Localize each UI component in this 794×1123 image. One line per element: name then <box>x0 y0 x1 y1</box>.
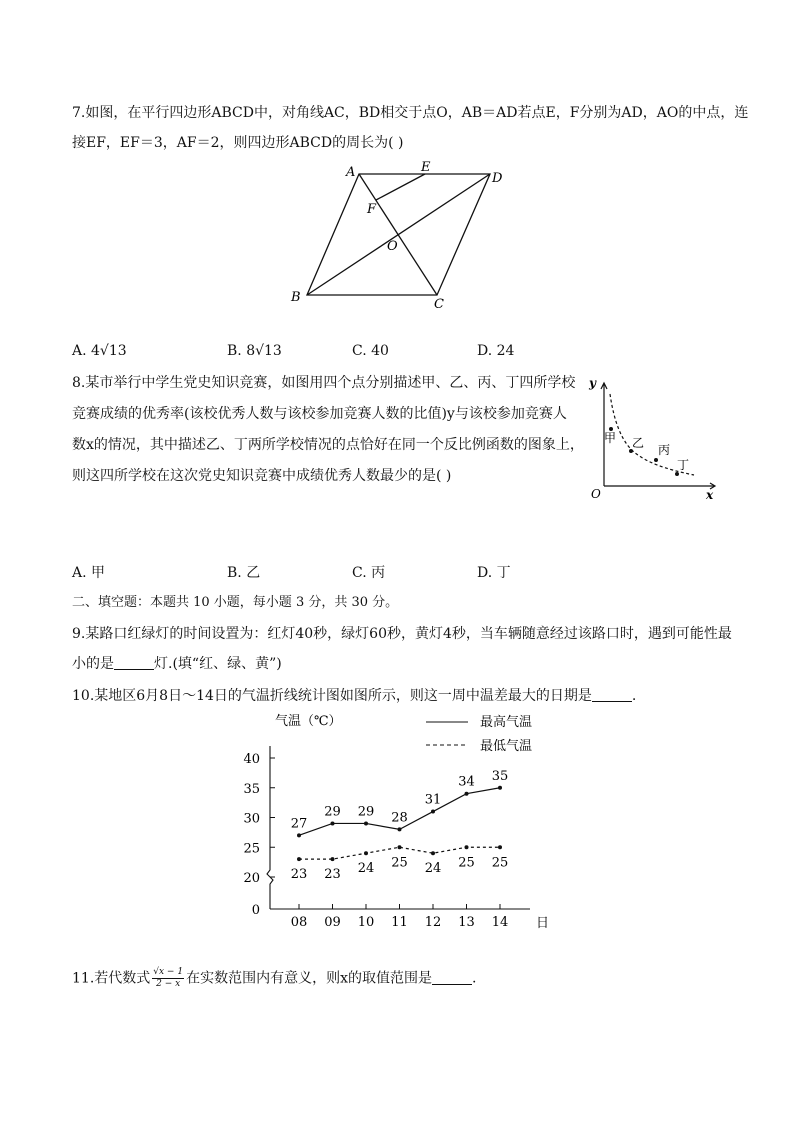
y-tick-label: 40 <box>243 752 260 767</box>
q11-denominator: 2 − x <box>156 979 181 989</box>
point-label-ding: 丁 <box>677 458 690 472</box>
data-label-high: 29 <box>357 804 375 820</box>
q8-stem-line2: 竞赛成绩的优秀率(该校优秀人数与该校参加竞赛人数的比值)y与该校参加竞赛人 <box>72 406 567 422</box>
parallelogram-figure <box>280 158 520 313</box>
y-tick-label: 0 <box>251 903 260 918</box>
data-label-low: 23 <box>290 867 308 883</box>
y-tick-label: 25 <box>243 841 260 857</box>
data-label-low: 25 <box>391 855 408 871</box>
point-high <box>331 821 335 825</box>
q9-stem-line1: 9.某路口红绿灯的时间设置为：红灯40秒，绿灯60秒，黄灯4秒，当车辆随意经过该路口时，遇到可能性最 <box>72 626 732 642</box>
point-label-yi: 乙 <box>632 436 645 450</box>
point-low <box>498 845 502 849</box>
x-tick-label: 08 <box>290 915 308 930</box>
axis-label-x: x <box>706 488 714 502</box>
vertex-label-c: C <box>434 297 444 312</box>
point-bing <box>654 458 658 462</box>
data-label-low: 24 <box>357 861 375 877</box>
q11-numerator: √x − 1 <box>153 967 184 977</box>
q9-answer-blank[interactable] <box>114 655 154 670</box>
q11-stem <box>72 967 476 990</box>
legend-label-high: 最高气温 <box>480 715 533 730</box>
data-label-high: 27 <box>290 816 308 832</box>
point-high <box>364 821 368 825</box>
q11-suffix: 在实数范围内有意义，则x的取值范围是 <box>186 970 432 987</box>
q9-stem-prefix: 小的是 <box>72 656 114 672</box>
q8-stem-line4: 则这四所学校在这次党史知识竞赛中成绩优秀人数最少的是( ) <box>72 468 452 484</box>
x-tick-label: 11 <box>391 915 408 930</box>
origin-label: O <box>591 487 601 501</box>
point-high <box>431 810 435 814</box>
point-label-jia: 甲 <box>604 431 617 445</box>
q8-option-a: A. 甲 <box>72 565 106 581</box>
point-high <box>297 833 301 837</box>
vertex-label-f: F <box>367 202 377 217</box>
x-tick-label: 12 <box>424 915 442 930</box>
q11-answer-blank[interactable] <box>432 970 472 985</box>
q7-option-a: A. 4√13 <box>72 343 127 359</box>
vertex-label-b: B <box>291 290 301 305</box>
point-low <box>465 845 469 849</box>
point-low <box>297 857 301 861</box>
q7-option-c: C. 40 <box>352 343 389 359</box>
point-high <box>465 792 469 796</box>
q8-option-c: C. 丙 <box>352 565 386 581</box>
legend-label-low: 最低气温 <box>480 739 533 754</box>
data-label-high: 35 <box>491 768 509 784</box>
y-axis-title: 气温（℃） <box>275 714 342 729</box>
q11-fraction <box>152 967 184 990</box>
data-label-high: 29 <box>324 804 341 820</box>
data-label-low: 23 <box>324 867 341 883</box>
q10-stem-end: . <box>631 688 637 704</box>
q8-option-d: D. 丁 <box>477 565 511 581</box>
q11-end: . <box>471 970 477 987</box>
q11-prefix: 11.若代数式 <box>72 970 151 987</box>
point-low <box>364 851 368 855</box>
data-label-low: 24 <box>424 861 442 877</box>
point-low <box>431 851 435 855</box>
point-label-bing: 丙 <box>658 443 671 457</box>
q10-answer-blank[interactable] <box>592 687 632 702</box>
data-label-high: 28 <box>391 810 408 826</box>
x-tick-label: 13 <box>458 915 475 930</box>
y-axis-break <box>267 864 273 909</box>
q8-stem-line1: 8.某市举行中学生党史知识竞赛，如图用四个点分别描述甲、乙、丙、丁四所学校 <box>72 375 576 391</box>
x-tick-label: 14 <box>491 915 509 930</box>
q7-option-b: B. 8√13 <box>227 343 282 359</box>
data-label-low: 25 <box>458 855 475 871</box>
q7-stem-line1: 7.如图，在平行四边形ABCD中，对角线AC，BD相交于点O，AB＝AD若点E，F分别为AD，AO的中点，连 <box>72 105 749 121</box>
axis-label-y: y <box>589 376 596 390</box>
q8-stem-line3: 数x的情况，其中描述乙、丁两所学校情况的点恰好在同一个反比例函数的图象上， <box>72 437 584 453</box>
q10-stem <box>72 686 636 706</box>
x-tick-label: 10 <box>357 915 375 930</box>
inverse-function-graph <box>584 372 724 504</box>
vertex-label-d: D <box>492 171 503 186</box>
temperature-line-chart <box>238 706 558 934</box>
q10-stem-text: 10.某地区6月8日～14日的气温折线统计图如图所示，则这一周中温差最大的日期是 <box>72 688 592 704</box>
q9-stem-line2 <box>72 654 282 674</box>
data-label-low: 25 <box>491 855 509 871</box>
y-tick-label: 30 <box>243 811 260 827</box>
q9-stem-suffix: 灯.(填“红、绿、黄”) <box>154 656 282 672</box>
x-tick-label: 09 <box>324 915 341 930</box>
q7-option-d: D. 24 <box>477 343 515 359</box>
point-low <box>398 845 402 849</box>
y-tick-label: 20 <box>243 871 260 886</box>
data-label-high: 31 <box>424 792 442 808</box>
data-label-high: 34 <box>458 774 475 790</box>
point-high <box>498 786 502 790</box>
point-high <box>398 827 402 831</box>
q7-stem-line2: 接EF，EF＝3，AF＝2，则四边形ABCD的周长为( ) <box>72 135 404 151</box>
x-axis-title: 日 <box>536 916 550 931</box>
q8-option-b: B. 乙 <box>227 565 261 581</box>
vertex-label-a: A <box>346 165 356 180</box>
vertex-label-e: E <box>421 160 431 175</box>
section-heading-fill-in: 二、填空题：本题共 10 小题，每小题 3 分，共 30 分。 <box>72 595 399 610</box>
vertex-label-o: O <box>387 239 398 254</box>
y-tick-label: 35 <box>243 781 260 797</box>
point-low <box>331 857 335 861</box>
point-ding <box>675 472 679 476</box>
